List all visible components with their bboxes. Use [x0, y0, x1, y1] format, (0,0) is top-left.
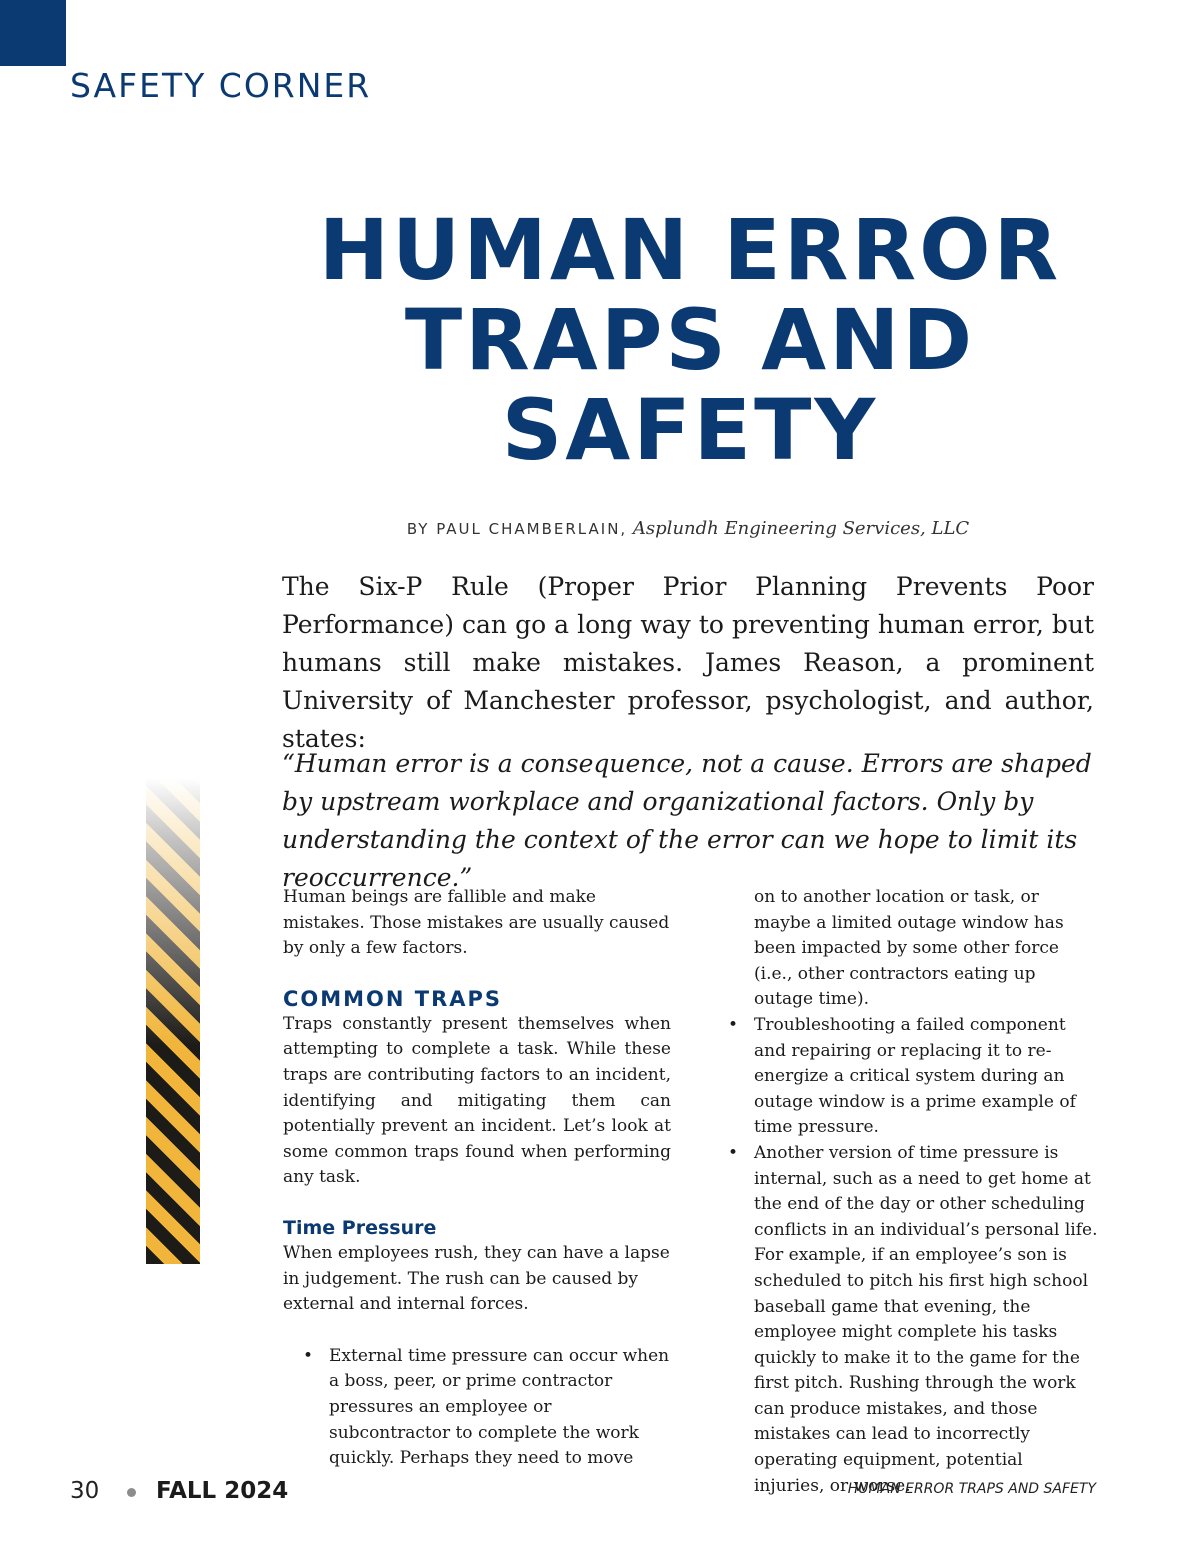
intro-paragraph: The Six-P Rule (Proper Prior Planning Prevents Poor Performance) can go a long way to preventing human error, but humans still make mistakes. James Reason, a prominent University of Manchester professor, psychologist, and author, states:: [282, 572, 1094, 753]
byline-organization: Asplundh Engineering Services, LLC: [632, 518, 970, 539]
common-traps-heading: COMMON TRAPS: [283, 986, 503, 1011]
corner-accent-block: [0, 0, 66, 66]
common-traps-paragraph: Traps constantly present themselves when attempting to complete a task. While these traps are contributing factors to an incident, identifying and mitigating them can potentially prevent an incident. Let’s look at some common traps found when performing any task.: [283, 1013, 671, 1188]
body-column-right: [728, 885, 1098, 1499]
list-item: [728, 1141, 1098, 1499]
title-line: TRAPS AND: [404, 291, 976, 389]
title-line: HUMAN ERROR: [318, 201, 1062, 299]
time-pressure-heading: Time Pressure: [283, 1216, 437, 1239]
pull-quote: “Human error is a consequence, not a cause. Errors are shaped by upstream workplace and organizational factors. Only by understanding the context of the error can we hope to limit its reoccurrence.”: [282, 749, 1092, 892]
bullet-icon: •: [303, 1345, 314, 1366]
separator-dot-icon: [127, 1488, 136, 1497]
article-title: [280, 201, 1100, 479]
time-pressure-paragraph: When employees rush, they can have a lapse in judgement. The rush can be caused by external and internal forces.: [283, 1242, 670, 1315]
title-line: SAFETY: [501, 381, 879, 479]
list-item-text: Troubleshooting a failed component and repairing or replacing it to re-energize a critical system during an outage window is a prime example of time pressure.: [754, 1014, 1076, 1138]
bullet-icon: •: [728, 1014, 739, 1035]
list-item: [728, 1013, 1098, 1141]
list-item-text: Another version of time pressure is internal, such as a need to get home at the end of the day or other scheduling conflicts in an individual’s personal life. For example, if an employee’s son is scheduled to pitch his first high school baseball game that evening, the employee might complete his tasks quickly to make it to the game for the first pitch. Rushing through the work can produce mistakes, and those mistakes can lead to incorrectly operating equipment, potential injuries, or worse.: [754, 1142, 1098, 1496]
time-pressure-list: [283, 1344, 671, 1472]
list-item-text: External time pressure can occur when a boss, peer, or prime contractor pressures an employee or subcontractor to complete the work quickly. Perhaps they need to move: [329, 1345, 670, 1469]
bullet-icon: •: [728, 1142, 739, 1163]
list-item: [303, 1344, 671, 1472]
time-pressure-list-continued: [728, 1013, 1098, 1499]
issue-label: FALL 2024: [156, 1478, 289, 1504]
section-label: SAFETY CORNER: [70, 66, 372, 105]
opening-paragraph: Human beings are fallible and make mistakes. Those mistakes are usually caused by only a few factors.: [283, 887, 670, 959]
list-item-continuation: on to another location or task, or maybe a limited outage window has been impacted by some other force (i.e., other contractors eating up outage time).: [754, 887, 1064, 1010]
byline: [284, 518, 1092, 539]
body-column-left: [283, 885, 671, 1472]
running-title: HUMAN ERROR TRAPS AND SAFETY: [847, 1481, 1096, 1497]
hazard-stripe-graphic: [146, 778, 200, 1264]
page-number: 30: [70, 1478, 100, 1504]
byline-author: BY PAUL CHAMBERLAIN,: [406, 520, 628, 538]
